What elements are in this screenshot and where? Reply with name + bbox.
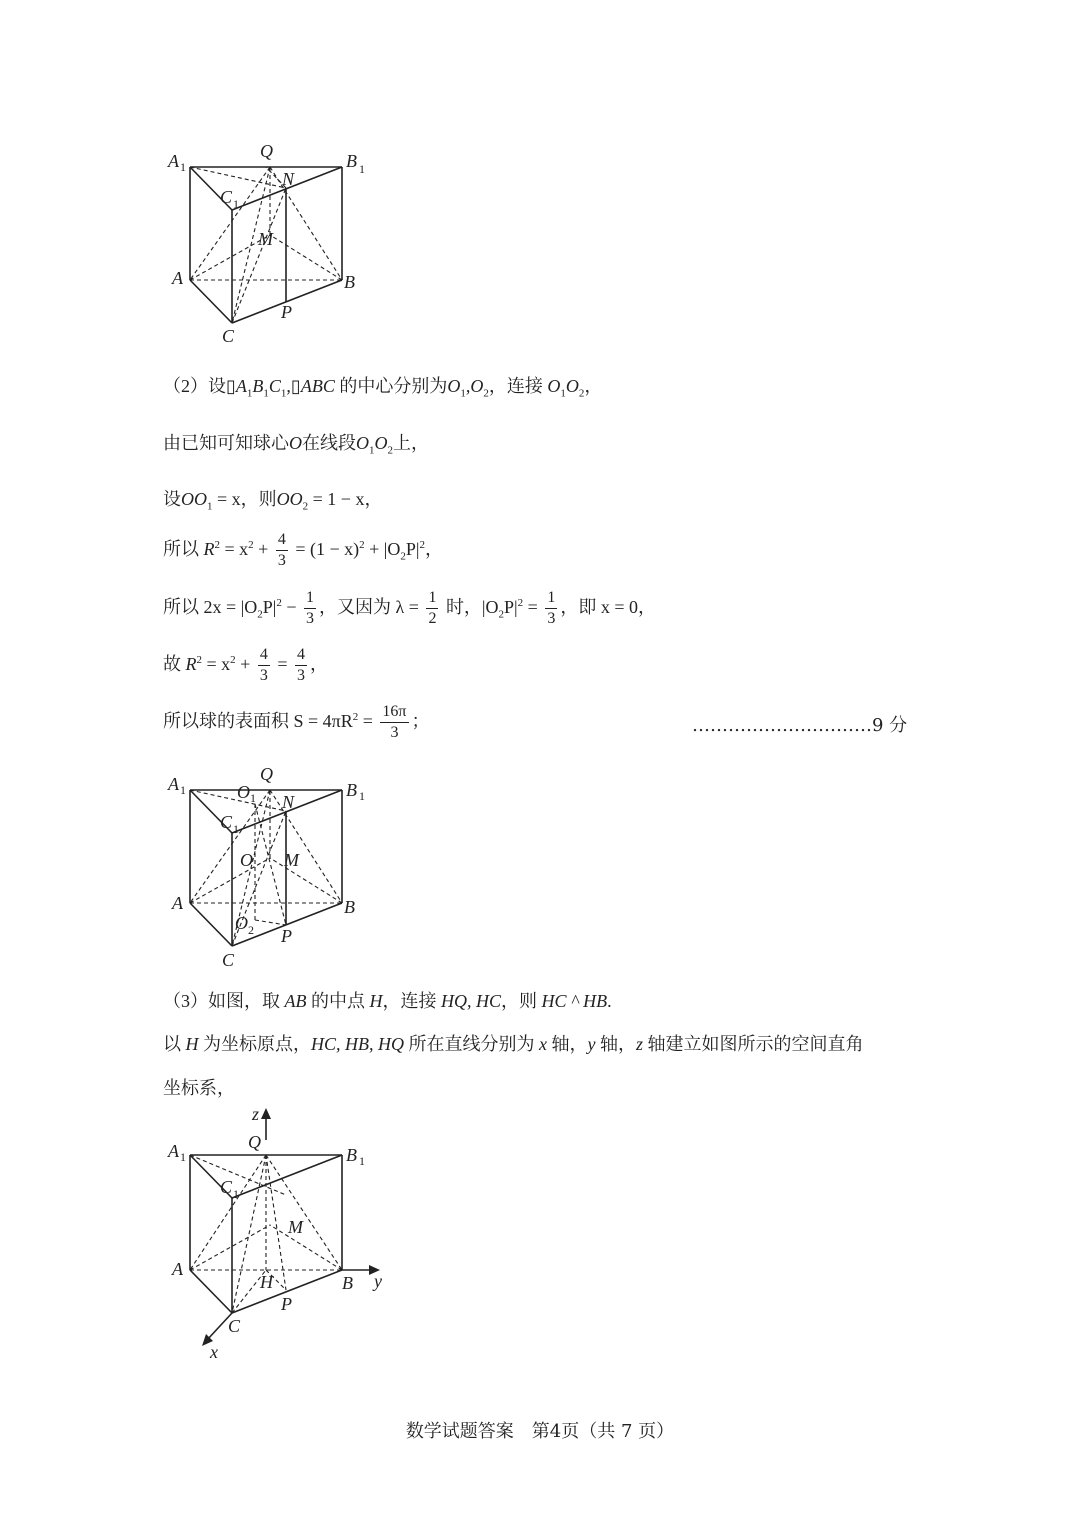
label-A1-sub: 1 (180, 783, 186, 797)
label-B1: B (346, 780, 357, 800)
label-P: P (281, 1294, 292, 1314)
label-B: B (344, 272, 355, 292)
label-A: A (172, 893, 183, 913)
label-M: M (288, 1217, 303, 1237)
label-y: y (374, 1271, 382, 1291)
part2-line6: 故 $R^2 = x^2$ + $\frac{4}{3}$ = $\frac{4}{3}$ ， (163, 646, 328, 685)
label-H: H (260, 1272, 273, 1292)
label-O: O (240, 850, 253, 870)
label-B1: B (346, 151, 357, 171)
part2-intro: （2）设$▯A_1B_1C_1,▯ABC$ 的中心分别为$O_1,O_2$，连接 $O_1O_2$， (163, 376, 603, 400)
page-footer: 数学试题答案 第4页（共 7 页） (405, 1421, 675, 1442)
label-A1: A (168, 1141, 179, 1161)
label-A1: A (168, 774, 179, 794)
label-Q: Q (248, 1132, 261, 1152)
label-A1-sub: 1 (180, 1150, 186, 1164)
label-N: N (282, 792, 295, 812)
label-Q: Q (260, 141, 273, 161)
label-M: M (258, 229, 273, 249)
label-C1-sub: 1 (233, 197, 239, 211)
label-B1: B (346, 1145, 357, 1165)
part2-line5: 所以 $2x = |O_2P|^2$ − $\frac{1}{3}$ ，又因为 λ = $\frac{1}{2}$ 时，$|O_2P|^2$ = $\frac{1}{3}$ ，即 x = 0， (163, 589, 656, 628)
label-A1: A (168, 151, 179, 171)
prism-figure-1 (150, 135, 390, 350)
label-C1: C (220, 187, 233, 207)
prism-figure-2 (150, 758, 390, 973)
label-C1-sub: 1 (233, 1187, 239, 1201)
label-Q: Q (260, 764, 273, 784)
part2-line7: 所以球的表面积 $S = 4\pi R^2$ = $\frac{16\pi}{3}$ ； (163, 703, 430, 742)
label-P: P (281, 926, 292, 946)
label-x: x (210, 1342, 218, 1362)
label-C1: C (220, 812, 233, 832)
label-z: z (252, 1104, 260, 1124)
label-B: B (342, 1273, 353, 1293)
part2-line3: 设$OO_1 = x$，则$OO_2 = 1 - x$， (163, 489, 383, 513)
label-O1: O (237, 782, 250, 802)
label-O2-sub: 2 (248, 923, 254, 937)
label-C: C (222, 950, 235, 970)
part3-line3: 坐标系， (163, 1078, 235, 1098)
label-A: A (172, 268, 183, 288)
part3-line2: 以 H 为坐标原点，HC, HB, HQ 所在直线分别为 x 轴，y 轴，z 轴建立如图所示的空间直角 (163, 1034, 864, 1054)
label-C: C (228, 1316, 241, 1336)
label-A: A (172, 1259, 183, 1279)
label-A1-sub: 1 (180, 160, 186, 174)
label-B: B (344, 897, 355, 917)
label-O1-sub: 1 (250, 791, 256, 805)
label-C1-sub: 1 (233, 822, 239, 836)
label-B1-sub: 1 (359, 1154, 365, 1168)
prism-figure-3 (150, 1100, 410, 1365)
label-C: C (222, 326, 235, 346)
label-B1-sub: 1 (359, 162, 365, 176)
score-9: …………………………9 分 (692, 715, 908, 736)
part3-line1: （3）如图，取 AB 的中点 H，连接 HQ, HC，则 HC ^ HB. (163, 991, 612, 1011)
label-B1-sub: 1 (359, 789, 365, 803)
label-M: M (284, 850, 299, 870)
label-O2: O (235, 913, 248, 933)
part2-line2: 由已知可知球心O在线段$O_1O_2$上， (163, 433, 429, 457)
label-C1: C (220, 1177, 233, 1197)
part2-line4: 所以 $R^2 = x^2$ + $\frac{4}{3}$ = $(1 - x)^2 + |O_2P|^2$， (163, 531, 443, 570)
label-P: P (281, 302, 292, 322)
label-N: N (282, 169, 295, 189)
